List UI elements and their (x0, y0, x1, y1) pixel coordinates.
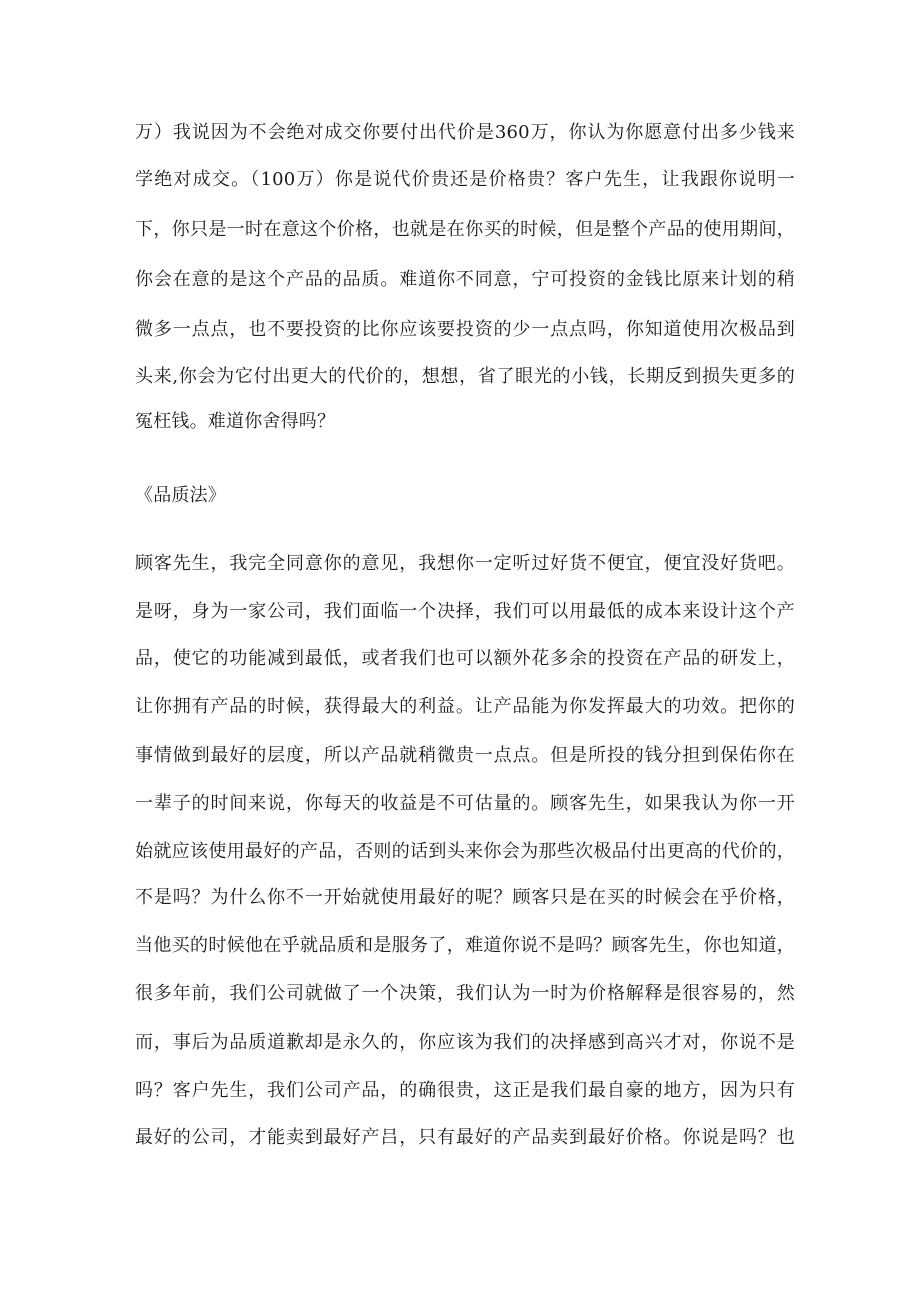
text-line: 最好的公司，才能卖到最好产吕，只有最好的产品卖到最好价格。你说是吗？也 (135, 1127, 795, 1148)
text-line: 你会在意的是这个产品的品质。难道你不同意，宁可投资的金钱比原来计划的稍 (135, 269, 795, 290)
text-line: 万）我说因为不会绝对成交你要付出代价是360万，你认为你愿意付出多少钱来 (135, 122, 795, 143)
text-line: 是呀，身为一家公司，我们面临一个决择，我们可以用最低的成本来设计这个产 (135, 601, 795, 622)
text-line: 下，你只是一时在意这个价格，也就是在你买的时候，但是整个产品的使用期间， (135, 219, 795, 240)
text-line: 一辈子的时间来说，你每天的收益是不可估量的。顾客先生，如果我认为你一开 (135, 793, 795, 814)
text-line: 而，事后为品质道歉却是永久的，你应该为我们的决择感到高兴才对，你说不是 (135, 1032, 795, 1053)
text-line: 事情做到最好的层度，所以产品就稍微贵一点点。但是所投的钱分担到保佑你在 (135, 745, 795, 766)
text-line: 顾客先生，我完全同意你的意见，我想你一定听过好货不便宜，便宜没好货吧。 (135, 553, 795, 574)
text-line: 让你拥有产品的时候，获得最大的利益。让产品能为你发挥最大的功效。把你的 (135, 696, 795, 717)
text-line: 吗？客户先生，我们公司产品，的确很贵，这正是我们最自豪的地方，因为只有 (135, 1080, 795, 1101)
text-line: 微多一点点，也不要投资的比你应该要投资的少一点点吗，你知道使用次极品到 (135, 319, 795, 340)
text-line: 当他买的时候他在乎就品质和是服务了，难道你说不是吗？顾客先生，你也知道， (135, 935, 795, 956)
text-line: 头来,你会为它付出更大的代价的，想想，省了眼光的小钱，长期反到损失更多的 (135, 366, 795, 387)
text-line: 品，使它的功能减到最低，或者我们也可以额外花多余的投资在产品的研发上， (135, 648, 795, 669)
text-line: 冤枉钱。难道你舍得吗？ (135, 411, 336, 432)
text-line: 不是吗？为什么你不一开始就使用最好的呢？顾客只是在买的时候会在乎价格， (135, 887, 795, 908)
text-line: 始就应该使用最好的产品，否则的话到头来你会为那些次极品付出更高的代价的， (135, 841, 795, 862)
section-title: 《品质法》 (135, 485, 226, 506)
text-line: 很多年前，我们公司就做了一个决策，我们认为一时为价格解释是很容易的，然 (135, 983, 795, 1004)
text-line: 学绝对成交。（100万）你是说代价贵还是价格贵？客户先生，让我跟你说明一 (135, 169, 795, 190)
